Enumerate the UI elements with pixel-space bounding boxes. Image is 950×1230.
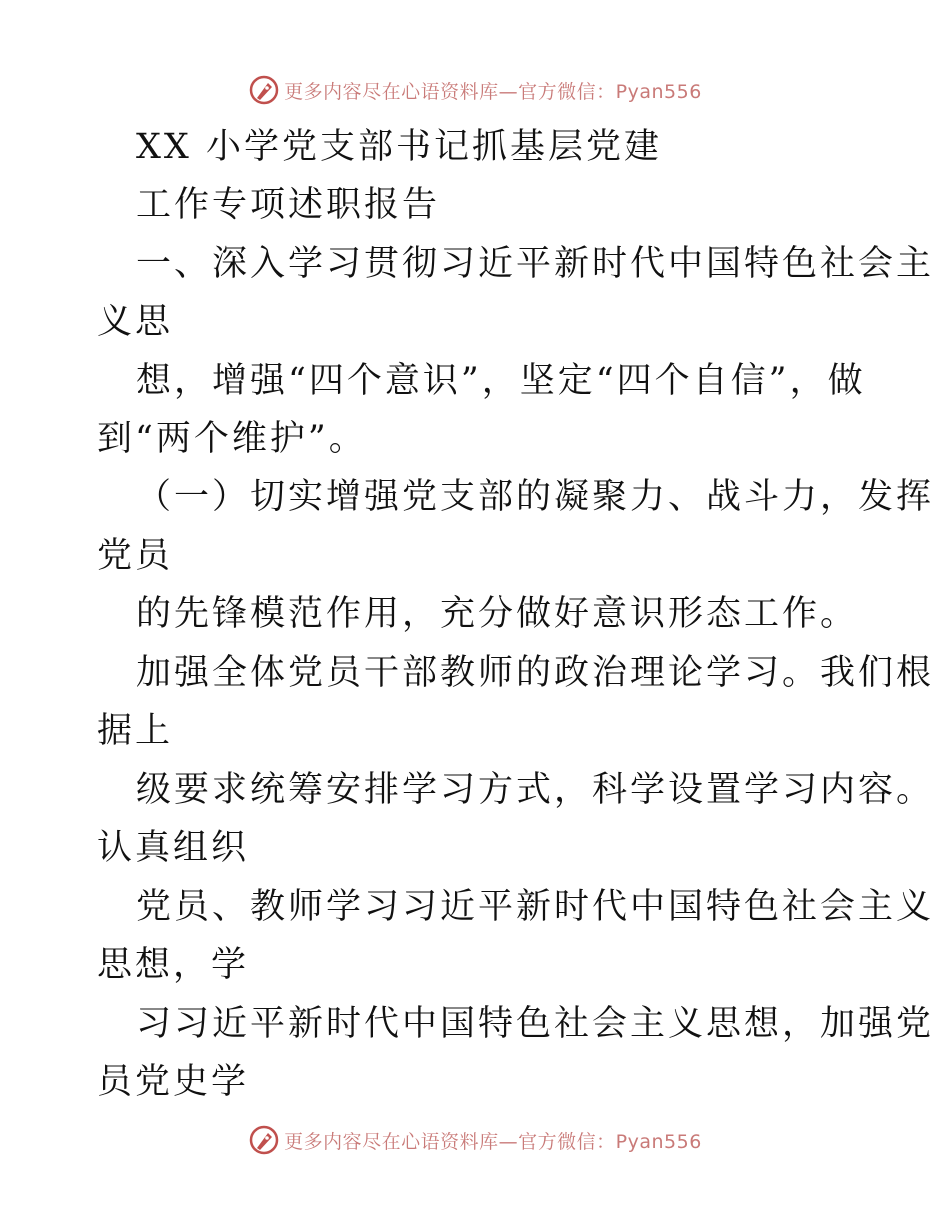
pen-nib-logo-icon bbox=[248, 1124, 280, 1156]
doc-line: 员党史学 bbox=[97, 1062, 250, 1102]
doc-line: 思想，学 bbox=[97, 945, 250, 985]
doc-line: 一、深入学习贯彻习近平新时代中国特色社会主 bbox=[136, 244, 935, 284]
doc-line: （一）切实增强党支部的凝聚力、战斗力，发挥 bbox=[136, 477, 935, 517]
doc-line: 认真组织 bbox=[97, 828, 250, 868]
doc-line: 据上 bbox=[97, 711, 174, 751]
doc-line: 义思 bbox=[97, 302, 174, 342]
doc-title-line-2: 工作专项述职报告 bbox=[136, 185, 441, 225]
watermark-text: 更多内容尽在心语资料库—官方微信：Pyan556 bbox=[284, 80, 702, 103]
doc-line: 习习近平新时代中国特色社会主义思想，加强党 bbox=[136, 1004, 935, 1044]
doc-line: 的先锋模范作用，充分做好意识形态工作。 bbox=[136, 594, 859, 634]
doc-title-line-1: XX 小学党支部书记抓基层党建 bbox=[136, 127, 662, 167]
footer-watermark bbox=[0, 1120, 950, 1160]
doc-line: 党员、教师学习习近平新时代中国特色社会主义 bbox=[136, 887, 935, 927]
doc-line: 党员 bbox=[97, 536, 174, 576]
doc-line: 级要求统筹安排学习方式，科学设置学习内容。 bbox=[136, 770, 935, 810]
watermark-text: 更多内容尽在心语资料库—官方微信：Pyan556 bbox=[284, 1130, 702, 1153]
doc-line: 加强全体党员干部教师的政治理论学习。我们根 bbox=[136, 653, 935, 693]
doc-line: 到“两个维护”。 bbox=[97, 419, 367, 459]
doc-line: 想，增强“四个意识”，坚定“四个自信”，做 bbox=[136, 361, 866, 401]
